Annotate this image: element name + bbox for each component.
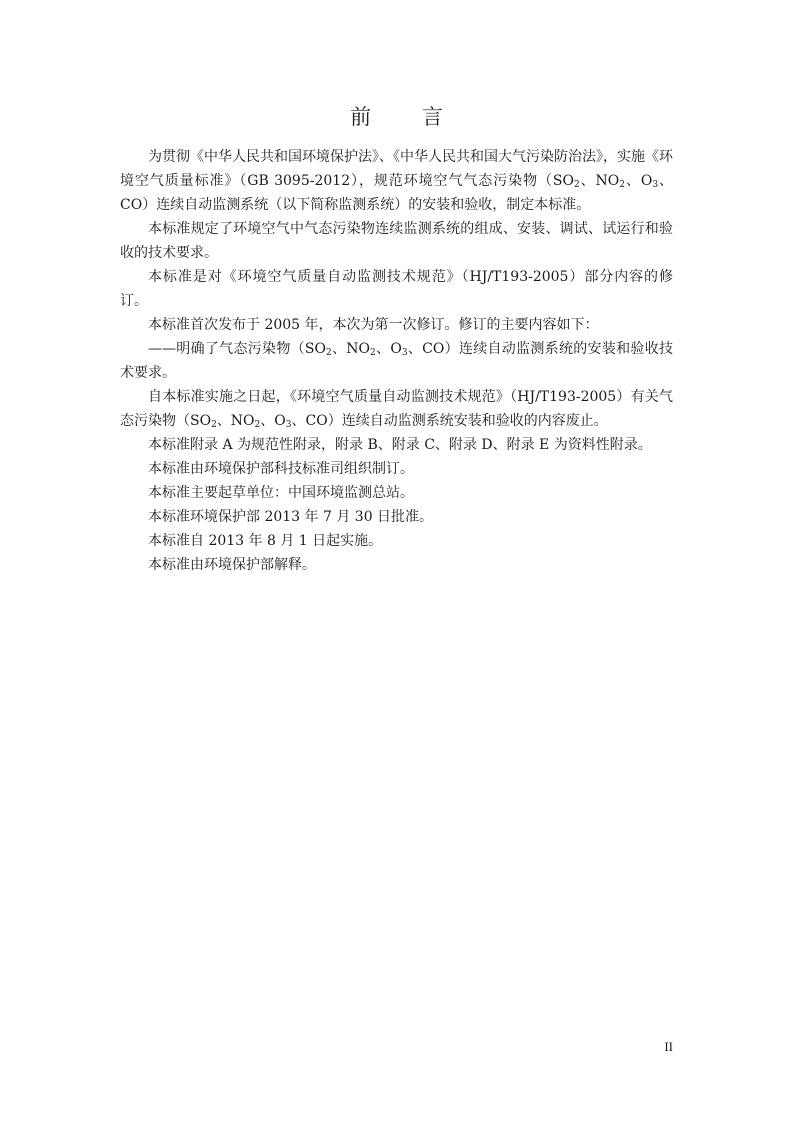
paragraph-supersede — [120, 385, 673, 433]
page-number: II — [664, 1039, 673, 1054]
page-title: 前 言 — [350, 105, 465, 129]
subscript: 3 — [652, 180, 659, 190]
paragraph-text: 、NO — [216, 413, 255, 429]
paragraph-text: 、O — [625, 173, 653, 189]
paragraph-text: 、CO）连续自动监测系统（以下简称监测系统）的安装和验收，制定本标准。 — [120, 173, 674, 213]
paragraph-organizer: 本标准由环境保护部科技标准司组织制订。 — [148, 461, 414, 477]
foreword-body — [120, 145, 673, 577]
paragraph-text: 、NO — [579, 173, 620, 189]
subscript: 2 — [254, 420, 261, 430]
paragraph-text: 为贯彻《中华人民共和国环境保护法》、《中华人民共和国大气污染防治法》，实施《环境空气质量标准》（GB 3095-2012），规范环境空气气态污染物（SO — [120, 149, 673, 189]
subscript: 2 — [370, 348, 376, 358]
subscript: 3 — [401, 348, 408, 358]
subscript: 2 — [619, 180, 626, 190]
paragraph-text: 、O — [260, 413, 286, 429]
paragraph-history: 本标准首次发布于 2005 年，本次为第一次修订。修订的主要内容如下： — [148, 317, 599, 333]
paragraph-revision-of: 本标准是对《环境空气质量自动监测技术规范》（HJ/T193-2005）部分内容的修订。 — [120, 269, 673, 309]
paragraph-annexes: 本标准附录 A 为规范性附录，附录 B、附录 C、附录 D、附录 E 为资料性附录。 — [148, 437, 652, 453]
subscript: 2 — [325, 348, 332, 358]
paragraph-text: 、CO）连续自动监测系统安装和验收的内容废止。 — [291, 413, 608, 429]
paragraph-effective: 本标准自 2013 年 8 月 1 日起实施。 — [148, 533, 383, 549]
paragraph-text: 、CO）连续自动监测系统的安装和验收技术要求。 — [120, 341, 673, 381]
paragraph-text: 、O — [375, 341, 402, 357]
paragraph-approval: 本标准环境保护部 2013 年 7 月 30 日批准。 — [148, 509, 434, 525]
paragraph-revision-item — [120, 337, 673, 385]
subscript: 2 — [211, 420, 217, 430]
paragraph-text: ——明确了气态污染物（SO — [148, 341, 326, 357]
paragraph-scope: 本标准规定了环境空气中气态污染物连续监测系统的组成、安装、调试、试运行和验收的技术要求。 — [120, 221, 673, 261]
paragraph-text: 自本标准实施之日起，《环境空气质量自动监测技术规范》（HJ/T193-2005）有关气态污染物（SO — [120, 389, 673, 429]
subscript: 2 — [573, 180, 580, 190]
subscript: 3 — [285, 420, 292, 430]
paragraph-interpretation: 本标准由环境保护部解释。 — [148, 557, 316, 573]
paragraph-text: 、NO — [331, 341, 371, 357]
paragraph-purpose — [120, 145, 673, 217]
paragraph-drafter: 本标准主要起草单位：中国环境监测总站。 — [148, 485, 414, 501]
